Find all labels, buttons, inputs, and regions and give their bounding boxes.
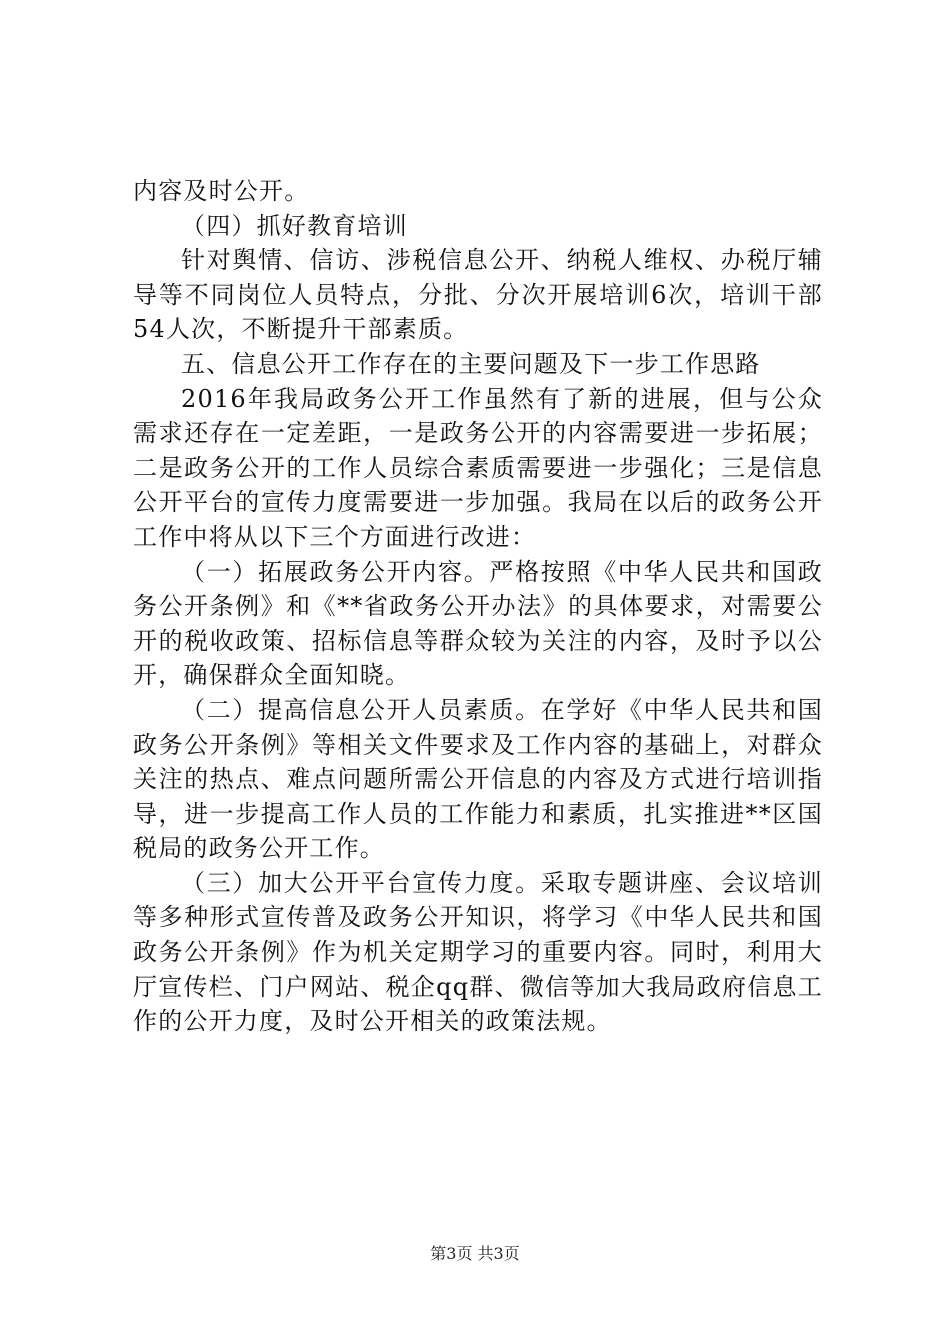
paragraph-improvement-1: （一）拓展政务公开内容。严格按照《中华人民共和国政务公开条例》和《**省政务公开办法》的具体要求，对需要公开的税收政策、招标信息等群众较为关注的内容，及时予以公开，确保群众全面知晓。 — [133, 557, 823, 690]
paragraph-training-details: 针对舆情、信访、涉税信息公开、纳税人维权、办税厅辅导等不同岗位人员特点，分批、分次开展培训6次，培训干部54人次，不断提升干部素质。 — [133, 246, 823, 344]
page-number-label: 第3页 共3页 — [430, 1244, 520, 1263]
section-heading-problems-next-steps: 五、信息公开工作存在的主要问题及下一步工作思路 — [181, 349, 761, 378]
document-body — [133, 174, 823, 1039]
paragraph-improvement-2: （二）提高信息公开人员素质。在学好《中华人民共和国政务公开条例》等相关文件要求及工作内容的基础上，对群众关注的热点、难点问题所需公开信息的内容及方式进行培训指导，进一步提高工作人员的工作能力和素质，扎实推进**区国税局的政务公开工作。 — [133, 695, 823, 863]
section-heading-education-training: （四）抓好教育培训 — [181, 211, 408, 240]
page-footer — [0, 1244, 950, 1264]
paragraph-problems-summary: 2016年我局政务公开工作虽然有了新的进展，但与公众需求还存在一定差距，一是政务公开的内容需要进一步拓展；二是政务公开的工作人员综合素质需要进一步强化；三是信息公开平台的宣传力度需要进一步加强。我局在以后的政务公开工作中将从以下三个方面进行改进： — [133, 384, 823, 551]
paragraph-improvement-3: （三）加大公开平台宣传力度。采取专题讲座、会议培训等多种形式宣传普及政务公开知识，将学习《中华人民共和国政务公开条例》作为机关定期学习的重要内容。同时，利用大厅宣传栏、门户网站、税企qq群、微信等加大我局政府信息工作的公开力度，及时公开相关的政策法规。 — [133, 868, 823, 1036]
paragraph-continuation: 内容及时公开。 — [133, 177, 310, 205]
